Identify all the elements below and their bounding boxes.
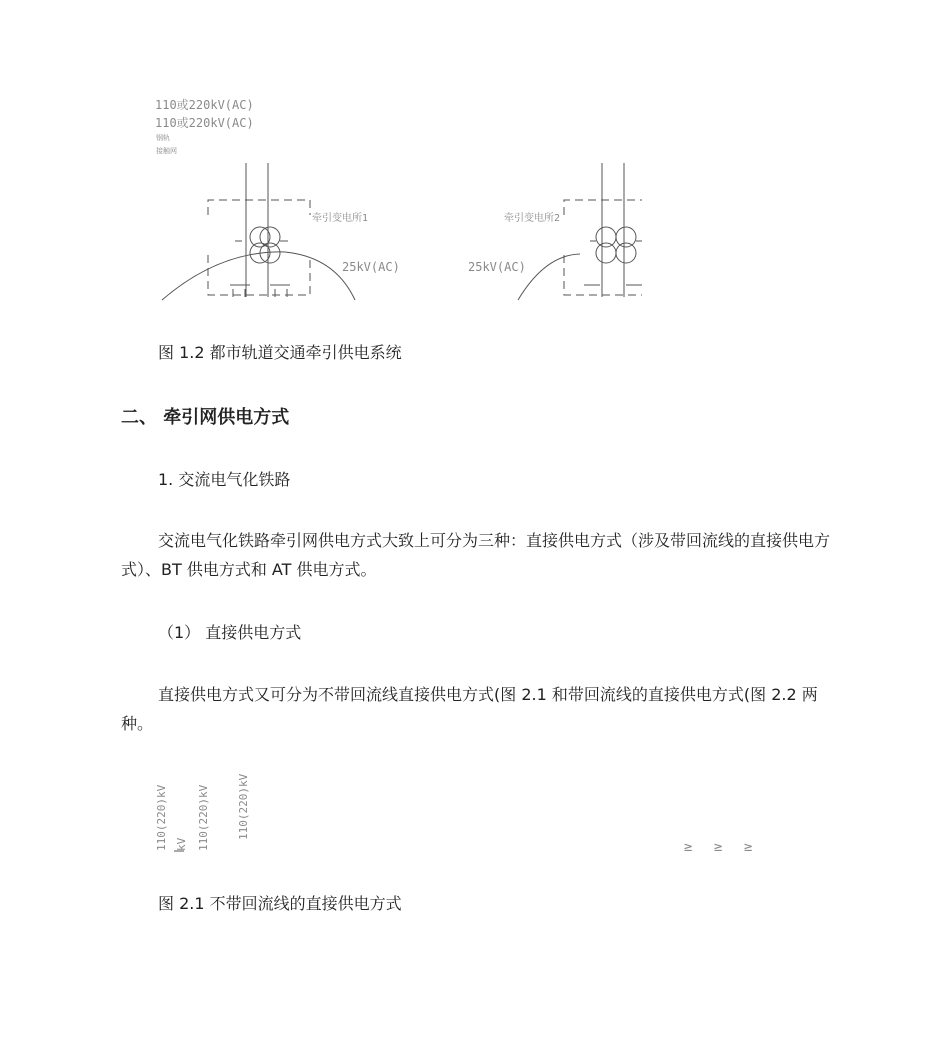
ac-voltage-label-1: 25kV(AC): [342, 260, 400, 274]
right-mark-2: ≥: [714, 839, 723, 855]
vertical-voltage-label-1: 110(220)kV: [155, 784, 168, 851]
subsection-ac-railway: 1. 交流电气化铁路: [158, 470, 291, 489]
paragraph-supply-methods: 交流电气化铁路牵引网供电方式大致上可分为三种：直接供电方式（涉及带回流线的直接供电方式）、BT 供电方式和 AT 供电方式。: [121, 531, 831, 579]
figure-2-1-caption: 图 2.1 不带回流线的直接供电方式: [158, 894, 402, 913]
kv-fragment: kV: [175, 837, 188, 851]
right-mark-1: ≥: [684, 839, 693, 855]
vertical-voltage-label-2: 110(220)kV: [197, 784, 210, 851]
contact-net-label: 接触网: [156, 147, 177, 155]
direct-supply-diagram: [150, 765, 770, 855]
rail-label: 钢轨: [156, 134, 170, 142]
vertical-voltage-label-3: 110(220)kV: [237, 773, 250, 840]
substation-1-label: 牵引变电所1: [312, 213, 369, 224]
voltage-label-2: 110或220kV(AC): [155, 116, 254, 130]
traction-power-diagram: [150, 155, 650, 305]
right-mark-3: ≥: [744, 839, 753, 855]
section-heading: 二、 牵引网供电方式: [121, 407, 290, 428]
subsection-direct-supply: （1） 直接供电方式: [158, 623, 302, 642]
voltage-label-1: 110或220kV(AC): [155, 98, 254, 112]
substation-2-label: 牵引变电所2: [504, 213, 561, 224]
figure-1-2-caption: 图 1.2 都市轨道交通牵引供电系统: [158, 343, 402, 362]
ac-voltage-label-2: 25kV(AC): [468, 260, 526, 274]
paragraph-direct-supply: 直接供电方式又可分为不带回流线直接供电方式(图 2.1 和带回流线的直接供电方式(图 2.2 两种。: [121, 685, 818, 733]
